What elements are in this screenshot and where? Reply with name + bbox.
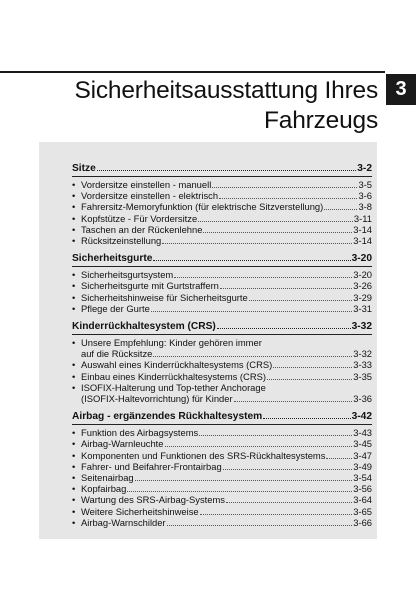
entry-page: 3-66 bbox=[353, 516, 372, 528]
entry-label: Fahrer- und Beifahrer-Frontairbag bbox=[81, 460, 222, 472]
entry-page: 3-33 bbox=[353, 359, 372, 371]
bullet-icon: • bbox=[72, 291, 76, 303]
bullet-icon: • bbox=[72, 269, 76, 281]
section-page: 3-42 bbox=[351, 411, 372, 423]
toc-entry[interactable] bbox=[72, 371, 372, 382]
dot-leader bbox=[212, 179, 357, 188]
dot-leader bbox=[263, 408, 350, 419]
entry-page: 3-6 bbox=[358, 190, 372, 202]
bullet-icon: • bbox=[72, 460, 76, 472]
entry-page: 3-65 bbox=[353, 505, 372, 517]
entry-page: 3-43 bbox=[353, 427, 372, 439]
section-page: 3-2 bbox=[357, 163, 372, 174]
toc-entry[interactable] bbox=[72, 506, 372, 517]
entry-label: Rücksitzeinstellung bbox=[81, 235, 162, 247]
dot-leader bbox=[127, 483, 352, 492]
bullet-icon: • bbox=[72, 427, 76, 439]
entry-page: 3-14 bbox=[353, 223, 372, 235]
entry-page: 3-32 bbox=[353, 348, 372, 360]
dot-leader bbox=[153, 348, 352, 357]
toc-entry[interactable] bbox=[72, 201, 372, 212]
dot-leader bbox=[249, 292, 352, 301]
entry-label: Vordersitze einstellen - manuell bbox=[81, 179, 212, 190]
bullet-icon: • bbox=[72, 190, 76, 202]
toc-entry[interactable] bbox=[72, 235, 372, 246]
bullet-icon: • bbox=[72, 179, 76, 190]
bullet-icon: • bbox=[72, 505, 76, 517]
dot-leader bbox=[162, 235, 352, 244]
entry-label-line-1: Unsere Empfehlung: Kinder gehören immer bbox=[81, 337, 262, 349]
toc-entry[interactable] bbox=[72, 213, 372, 224]
section-page: 3-20 bbox=[351, 253, 372, 265]
dot-leader bbox=[226, 494, 352, 503]
entry-page: 3-54 bbox=[353, 472, 372, 484]
entry-label: Funktion des Airbagsystems bbox=[81, 427, 199, 439]
dot-leader bbox=[220, 280, 352, 289]
bullet-icon: • bbox=[72, 472, 76, 484]
dot-leader bbox=[167, 517, 353, 526]
toc-entry[interactable] bbox=[72, 292, 372, 303]
entry-page: 3-20 bbox=[353, 269, 372, 281]
toc-entry[interactable] bbox=[72, 427, 372, 438]
table-of-contents-box bbox=[39, 142, 377, 539]
section-title: Sicherheitsgurte bbox=[72, 253, 153, 265]
entry-page: 3-64 bbox=[353, 494, 372, 506]
toc-entry[interactable] bbox=[72, 269, 372, 280]
entry-label: Airbag-Warnschilder bbox=[81, 516, 166, 528]
dot-leader bbox=[203, 224, 352, 233]
dot-leader bbox=[153, 250, 350, 261]
entry-page: 3-36 bbox=[353, 393, 372, 405]
toc-entry[interactable] bbox=[72, 303, 372, 314]
bullet-icon: • bbox=[72, 223, 76, 235]
toc-entry[interactable] bbox=[72, 450, 372, 461]
bullet-icon: • bbox=[72, 483, 76, 495]
dot-leader bbox=[219, 190, 357, 199]
bullet-icon: • bbox=[72, 381, 76, 393]
entry-page: 3-29 bbox=[353, 291, 372, 303]
entry-label: Komponenten und Funktionen des SRS-Rückhaltesystems bbox=[81, 449, 326, 461]
bullet-icon: • bbox=[72, 280, 76, 292]
bullet-icon: • bbox=[72, 212, 76, 224]
entry-label: Taschen an der Rückenlehne bbox=[81, 223, 203, 235]
entry-label: Auswahl eines Kinderrückhaltesystems (CRS) bbox=[81, 359, 273, 371]
bullet-icon: • bbox=[72, 359, 76, 371]
section-title: Sitze bbox=[72, 163, 96, 174]
entry-page: 3-56 bbox=[353, 483, 372, 495]
entry-label: Sicherheitshinweise für Sicherheitsgurte bbox=[81, 291, 248, 303]
entry-label: Sicherheitsgurtsystem bbox=[81, 269, 174, 281]
toc-entry[interactable] bbox=[72, 382, 372, 404]
section-rule bbox=[72, 266, 372, 267]
dot-leader bbox=[326, 450, 352, 459]
dot-leader bbox=[174, 269, 352, 278]
entry-label: Kopfstütze - Für Vordersitze bbox=[81, 212, 198, 224]
section-rule bbox=[72, 424, 372, 425]
dot-leader bbox=[324, 201, 357, 210]
dot-leader bbox=[217, 318, 351, 329]
chapter-number-badge: 3 bbox=[386, 74, 416, 105]
dot-leader bbox=[198, 213, 353, 222]
section-title: Airbag - ergänzendes Rückhaltesystem bbox=[72, 411, 263, 423]
toc-entry[interactable] bbox=[72, 337, 372, 359]
entry-label: Einbau eines Kinderrückhaltesystems (CRS) bbox=[81, 370, 266, 382]
toc-entry[interactable] bbox=[72, 483, 372, 494]
entry-label-line-2: auf die Rücksitze bbox=[81, 348, 153, 360]
entry-page: 3-14 bbox=[353, 235, 372, 247]
dot-leader bbox=[223, 461, 353, 470]
entry-label: Kopfairbag bbox=[81, 483, 127, 495]
toc-entry[interactable] bbox=[72, 472, 372, 483]
entry-label: Fahrersitz-Memoryfunktion (für elektrische Sitzverstellung) bbox=[81, 201, 324, 213]
entry-page: 3-26 bbox=[353, 280, 372, 292]
toc-entry[interactable] bbox=[72, 517, 372, 528]
bullet-icon: • bbox=[72, 449, 76, 461]
dot-leader bbox=[165, 438, 353, 447]
bullet-icon: • bbox=[72, 201, 76, 213]
toc-entry[interactable] bbox=[72, 190, 372, 201]
toc-entry[interactable] bbox=[72, 461, 372, 472]
bullet-icon: • bbox=[72, 370, 76, 382]
entry-label-line-2: (ISOFIX-Haltevorrichtung) für Kinder bbox=[81, 393, 233, 405]
entry-label: Seitenairbag bbox=[81, 472, 134, 484]
toc-entry[interactable] bbox=[72, 438, 372, 449]
entry-page: 3-35 bbox=[353, 370, 372, 382]
top-rule bbox=[0, 71, 385, 73]
toc-entry[interactable] bbox=[72, 224, 372, 235]
dot-leader bbox=[273, 359, 352, 368]
toc-entry[interactable] bbox=[72, 179, 372, 190]
bullet-icon: • bbox=[72, 235, 76, 247]
section-heading[interactable] bbox=[72, 160, 372, 175]
toc-entry[interactable] bbox=[72, 359, 372, 370]
entry-label: Vordersitze einstellen - elektrisch bbox=[81, 190, 219, 202]
chapter-title-line-1: Sicherheitsausstattung Ihres bbox=[74, 77, 378, 104]
entry-page: 3-8 bbox=[358, 201, 372, 213]
bullet-icon: • bbox=[72, 438, 76, 450]
section-page: 3-32 bbox=[351, 321, 372, 333]
dot-leader bbox=[135, 472, 353, 481]
dot-leader bbox=[200, 506, 353, 515]
entry-label: Wartung des SRS-Airbag-Systems bbox=[81, 494, 225, 506]
entry-page: 3-47 bbox=[353, 449, 372, 461]
entry-page: 3-5 bbox=[358, 179, 372, 190]
entry-label: Sicherheitsgurte mit Gurtstraffern bbox=[81, 280, 219, 292]
entry-label: Pflege der Gurte bbox=[81, 302, 150, 314]
bullet-icon: • bbox=[72, 494, 76, 506]
section-heading[interactable] bbox=[72, 408, 372, 423]
entry-page: 3-11 bbox=[353, 212, 372, 224]
chapter-title-line-2: Fahrzeugs bbox=[264, 107, 378, 134]
dot-leader bbox=[199, 427, 352, 436]
section-title: Kinderrückhaltesystem (CRS) bbox=[72, 321, 216, 333]
entry-page: 3-31 bbox=[353, 302, 372, 314]
entry-label: Weitere Sicherheitshinweise bbox=[81, 505, 199, 517]
section-rule bbox=[72, 334, 372, 335]
dot-leader bbox=[151, 303, 352, 312]
entry-label: Airbag-Warnleuchte bbox=[81, 438, 164, 450]
toc-entry[interactable] bbox=[72, 280, 372, 291]
section-heading[interactable] bbox=[72, 318, 372, 333]
bullet-icon: • bbox=[72, 337, 76, 349]
dot-leader bbox=[267, 371, 352, 380]
bullet-icon: • bbox=[72, 302, 76, 314]
section-heading[interactable] bbox=[72, 250, 372, 265]
entry-page: 3-45 bbox=[353, 438, 372, 450]
bullet-icon: • bbox=[72, 516, 76, 528]
chapter-title bbox=[40, 76, 378, 136]
entry-label-line-1: ISOFIX-Halterung und Top-tether Anchorage bbox=[81, 381, 266, 393]
table-of-contents bbox=[72, 160, 372, 528]
dot-leader bbox=[234, 393, 353, 402]
entry-page: 3-49 bbox=[353, 460, 372, 472]
toc-entry[interactable] bbox=[72, 494, 372, 505]
dot-leader bbox=[97, 160, 356, 171]
section-rule bbox=[72, 176, 372, 177]
